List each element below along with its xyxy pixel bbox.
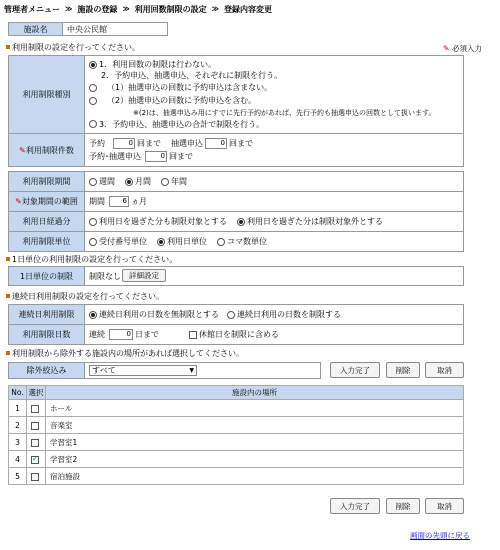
period-radio-month[interactable] [125,178,133,186]
unit-radio-slot[interactable] [217,238,225,246]
period-radio-week[interactable] [89,178,97,186]
bullet-icon [6,351,10,355]
consecutive-days-label: 利用制限日数 [9,325,85,345]
facility-label: 施設名 [9,23,63,36]
delete-button-top[interactable]: 削除 [386,362,420,378]
daily-value: 制限なし [89,271,121,281]
table-row: 3 学習室1 [9,434,464,451]
breadcrumb-item-facility[interactable]: 施設の登録 [77,4,118,14]
section-consecutive-title: 連続日利用制限の設定を行ってください。 [6,291,164,301]
chevron-down-icon: ▼ [189,367,194,374]
breadcrumb [4,2,272,16]
required-note: ✎ 必須入力 [442,44,482,53]
header-no: No. [9,386,27,400]
limit-type-radio-2-2[interactable] [89,97,97,105]
row-checkbox[interactable] [31,405,39,413]
cancel-button-top[interactable]: 取消 [425,362,464,378]
table-row: 1 ホール [9,400,464,417]
exclude-filter-label: 除外絞込み [9,363,85,379]
breadcrumb-item-edit: 登録内容変更 [223,4,272,14]
header-place: 施設内の場所 [46,386,464,400]
breadcrumb-separator: ≫ [122,5,130,13]
target-range-input[interactable]: 6 [109,196,129,207]
holiday-checkbox[interactable] [189,331,197,339]
limit-type-table: 利用制限種別 1．利用回数の制限は行わない。 2．予約申込、抽選申込、それぞれに制限を行う。 （1）抽選申込の回数に予約申込は含まない。 （2）抽選申込の回数に予約申込を含む。 ※(2)は、抽選申込み用にすでに先行予約があれば、先行予約も抽選申込の回数として扱います。 3．予約申込、抽選申込の合計で制限を行う。 ✎利用制限件数 予約 0 回まで 抽選申込 0 回まで 予約･抽選申込 0 回まで [8,55,464,167]
period-radio-year[interactable] [161,178,169,186]
pencil-icon: ✎ [15,197,22,206]
breadcrumb-separator: ≫ [65,5,73,13]
table-row: 5 宿泊施設 [9,468,464,485]
limit-type-radio-2-1[interactable] [89,84,97,92]
breadcrumb-item-admin-menu[interactable]: 管理者メニュー [4,4,60,14]
total-count-input[interactable]: 0 [145,151,167,162]
cancel-button-bottom[interactable]: 取消 [425,498,464,514]
unit-radio-day[interactable] [157,238,165,246]
row-checkbox[interactable] [31,456,39,464]
table-row: 4 ✓ 学習室2 [9,451,464,468]
limit-type-radio-3[interactable] [89,120,97,128]
facility-table [8,22,168,36]
exclude-filter-table [8,362,321,379]
breadcrumb-item-limit-setting[interactable]: 利用回数制限の設定 [134,4,207,14]
lottery-count-input[interactable]: 0 [205,138,227,149]
unit-radio-receipt[interactable] [89,238,97,246]
consecutive-label: 連続日利用制限 [9,305,85,325]
passed-radio-exclude[interactable] [237,218,245,226]
done-button-bottom[interactable]: 入力完了 [330,498,380,514]
consecutive-days-input[interactable]: 0 [109,329,133,340]
daily-table [8,266,464,286]
consecutive-radio-limited[interactable] [227,311,235,319]
bullet-icon [6,45,10,49]
back-to-top-link[interactable]: 画面の先頭に戻る [410,531,470,540]
pencil-icon: ✎ [19,145,26,155]
limit-count-label: ✎利用制限件数 [9,134,85,167]
exclude-filter-select[interactable]: すべて ▼ [89,365,197,376]
consecutive-radio-unlimited[interactable] [89,311,97,319]
target-range-label: ✎対象期間の範囲 [9,192,85,212]
section-limit-title: 利用制限の設定を行ってください。 [6,42,140,52]
row-checkbox[interactable] [31,422,39,430]
limit-type-label: 利用制限種別 [9,56,85,134]
bullet-icon [6,257,10,261]
reserve-count-input[interactable]: 0 [113,138,135,149]
row-checkbox[interactable] [31,473,39,481]
bullet-icon [6,294,10,298]
limit-type-radio-1[interactable] [89,61,97,69]
section-daily-title: 1日単位の利用制限の設定を行ってください。 [6,254,177,264]
header-select: 選択 [27,386,46,400]
table-row: 2 音楽室 [9,417,464,434]
breadcrumb-separator: ≫ [211,5,219,13]
passed-label: 利用日経過分 [9,212,85,232]
passed-radio-include[interactable] [89,218,97,226]
detail-settings-button[interactable]: 詳細設定 [122,269,166,282]
period-table: 利用制限期間 週間 月間 年間 ✎対象期間の範囲 期間 6 ヵ月 利用日経過分 利用日を過ぎた分も制限対象とする 利用日を過ぎた分は制限対象外とする 利用制限単位 受付番号単位 利用日単位 コマ数単位 [8,171,464,252]
pencil-icon: ✎ [442,44,450,53]
section-exclude-title: 利用制限から除外する施設内の場所があれば選択してください。 [6,348,244,358]
done-button-top[interactable]: 入力完了 [330,362,380,378]
delete-button-bottom[interactable]: 削除 [386,498,420,514]
row-checkbox[interactable] [31,439,39,447]
facility-value: 中央公民館 [63,23,168,36]
places-table [8,385,464,485]
period-label: 利用制限期間 [9,172,85,192]
consecutive-table: 連続日利用制限 連続日利用の日数を無制限とする 連続日利用の日数を制限する 利用制限日数 連続 0 日まで 休館日を制限に含める [8,304,464,345]
daily-label: 1日単位の制限 [9,267,85,286]
unit-label: 利用制限単位 [9,232,85,252]
